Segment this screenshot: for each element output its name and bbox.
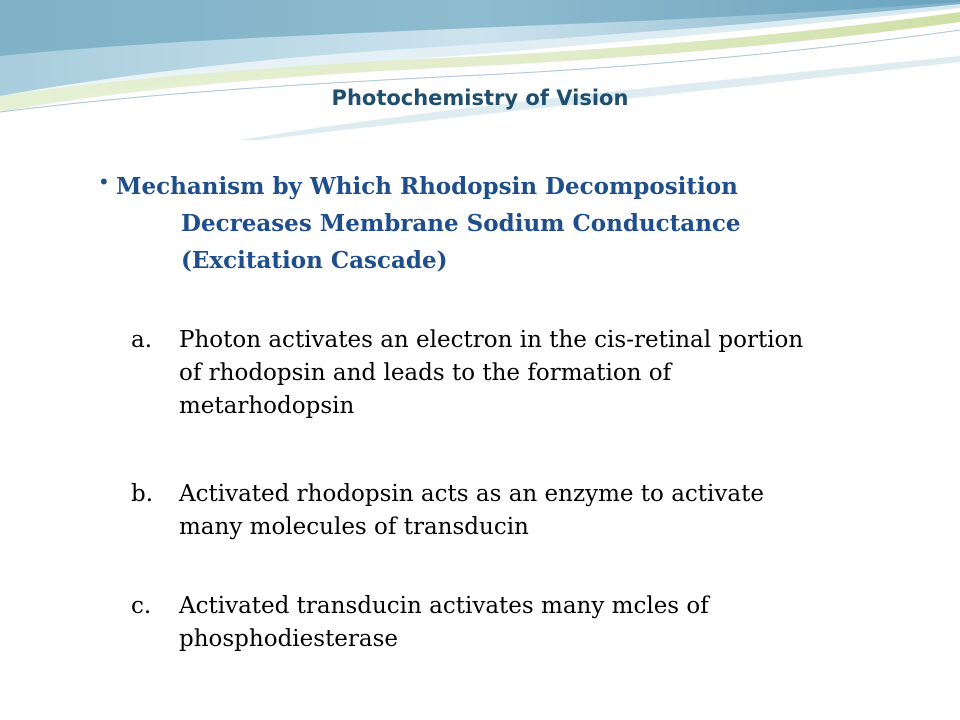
bullet-heading-line: (Excitation Cascade) (181, 247, 448, 274)
bullet-heading (116, 168, 876, 279)
list-item-line: Activated transducin activates many mcles of (179, 593, 709, 619)
list-item-marker: a. (131, 327, 153, 353)
list-item-text (179, 590, 919, 656)
list-item-text (179, 324, 919, 423)
list-item-line: of rhodopsin and leads to the formation of (179, 360, 672, 386)
slide-title: Photochemistry of Vision (331, 86, 629, 110)
list-item-line: many molecules of transducin (179, 514, 529, 540)
list-item-marker: b. (131, 481, 154, 507)
list-item-line: metarhodopsin (179, 393, 355, 419)
list-item-line: phosphodiesterase (179, 626, 399, 652)
bullet-heading-line: Mechanism by Which Rhodopsin Decomposition (116, 173, 738, 200)
header-swoosh-decoration (0, 0, 960, 140)
bullet-heading-line: Decreases Membrane Sodium Conductance (181, 210, 741, 237)
list-item-line: Activated rhodopsin acts as an enzyme to activate (179, 481, 764, 507)
bullet-icon: • (100, 169, 108, 194)
list-item-marker: c. (131, 593, 152, 619)
list-item-line: Photon activates an electron in the cis-retinal portion (179, 327, 804, 353)
list-item-text (179, 478, 919, 544)
